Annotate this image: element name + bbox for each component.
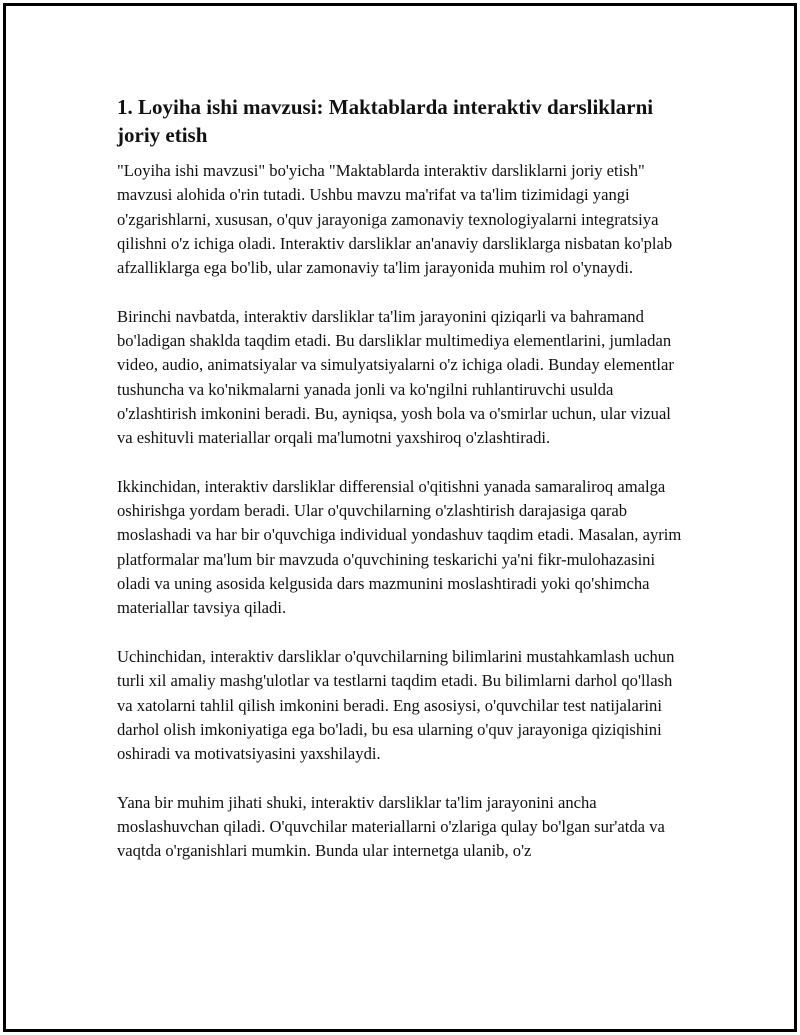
- paragraph-third: Uchinchidan, interaktiv darsliklar o'quvchilarning bilimlarini mustahkamlash uchun turli xil amaliy mashg'ulotlar va testlarni taqdim etadi. Bu bilimlarni darhol qo'llash va xatolarni tahlil qilish imkonini beradi. Eng asosiysi, o'quvchilar test natijalarini darhol olish imkoniyatiga ega bo'ladi, bu esa ularning o'quv jarayoniga qiziqishini oshiradi va motivatsiyasini yaxshilaydi.: [117, 646, 675, 764]
- section-title: 1. Loyiha ishi mavzusi: Maktablarda interaktiv darsliklarni joriy etish: [117, 95, 654, 147]
- document-body: [117, 93, 687, 888]
- paragraph-intro: "Loyiha ishi mavzusi" bo'yicha "Maktablarda interaktiv darsliklarni joriy etish" mavzusi alohida o'rin tutadi. Ushbu mavzu ma'rifat va ta'lim tizimidagi yangi o'zgarishlarni, xususan, o'quv jarayoniga zamonaviy texnologiyalarni integratsiya qilishni o'z ichiga oladi. Interaktiv darsliklar an'anaviy darsliklarga nisbatan ko'plab afzalliklarga ega bo'lib, ular zamonaviy ta'lim jarayonida muhim rol o'ynaydi.: [117, 161, 673, 278]
- paragraph-first: Birinchi navbatda, interaktiv darsliklar ta'lim jarayonini qiziqarli va bahramand bo'ladigan shaklda taqdim etadi. Bu darsliklar multimediya elementlarini, jumladan video, audio, animatsiyalar va simulyatsiyalarni o'z ichiga oladi. Bunday elementlar tushuncha va ko'nikmalarni yanada jonli va ko'ngilni ruhlantiruvchi usulda o'zlashtirish imkonini beradi. Bu, ayniqsa, yosh bola va o'smirlar uchun, ular vizual va eshituvli materiallar orqali ma'lumotni yaxshiroq o'zlashtiradi.: [117, 306, 674, 448]
- paragraph-fourth: Yana bir muhim jihati shuki, interaktiv darsliklar ta'lim jarayonini ancha moslashuvchan qiladi. O'quvchilar materiallarni o'zlariga qulay bo'lgan sur'atda va vaqtda o'rganishlari mumkin. Bunda ular internetga ulanib, o'z: [117, 792, 665, 861]
- paragraph-second: Ikkinchidan, interaktiv darsliklar differensial o'qitishni yanada samaraliroq amalga oshirishga yordam beradi. Ular o'quvchilarning o'zlashtirish darajasiga qarab moslashadi va har bir o'quvchiga individual yondashuv taqdim etadi. Masalan, ayrim platformalar ma'lum bir mavzuda o'quvchining teskarichi ya'ni fikr-mulohazasini oladi va uning asosida kelgusida dars mazmunini moslashtiradi yoki qo'shimcha materiallar tavsiya qiladi.: [117, 476, 682, 618]
